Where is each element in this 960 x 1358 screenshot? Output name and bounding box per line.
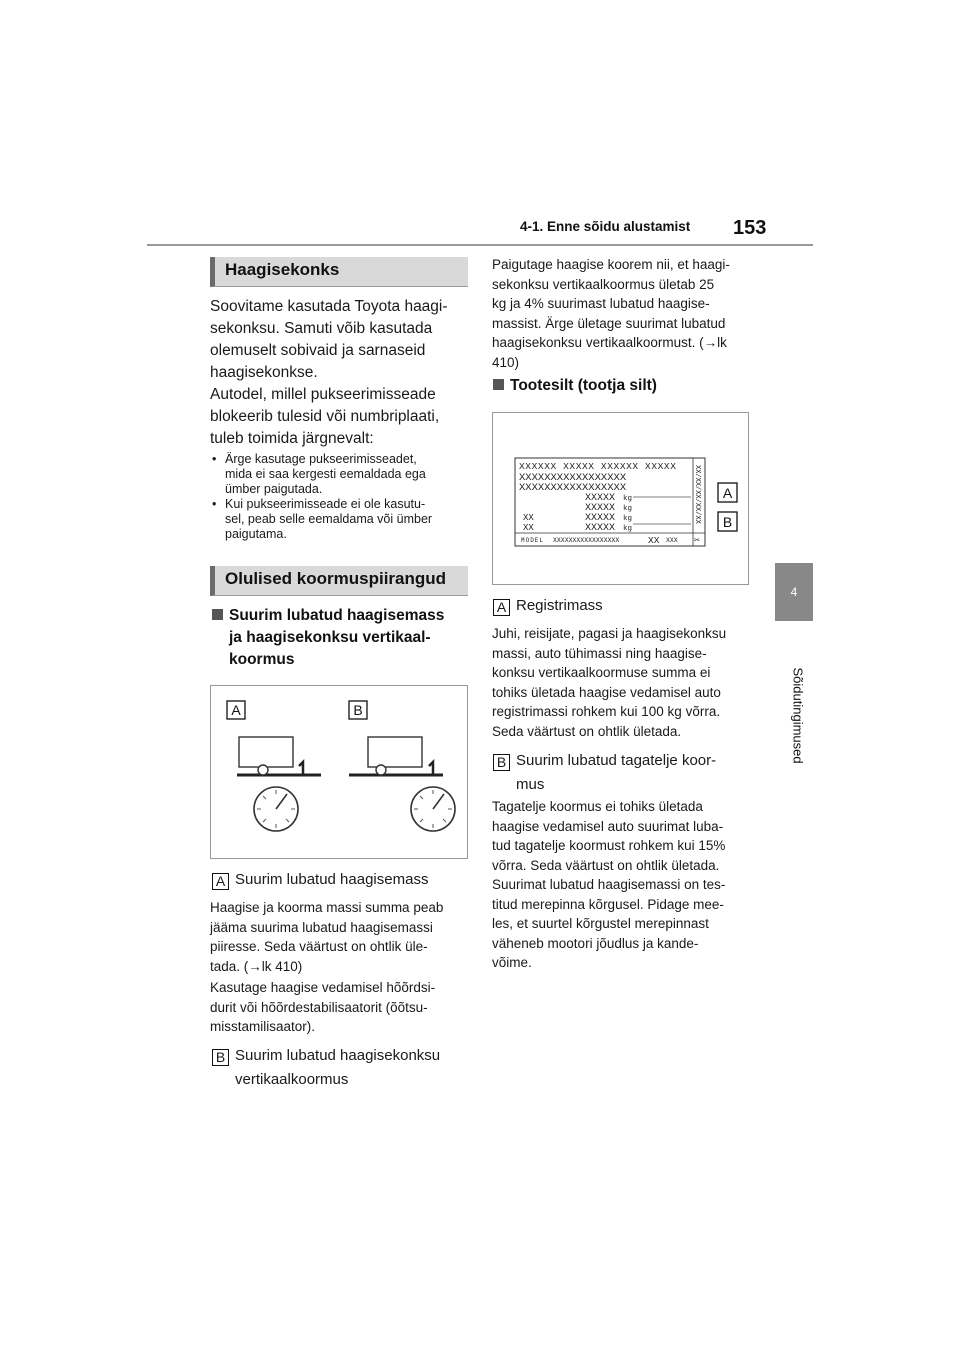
figure-label-a: A (231, 702, 241, 718)
header-rule (147, 244, 813, 246)
kg-value: XXXXX (585, 513, 616, 524)
item-registrimass-title (493, 595, 758, 617)
page-number: 153 (733, 217, 767, 239)
kg-value: XXXXX (585, 493, 616, 504)
chapter-title: 4-1. Enne sõidu alustamist (520, 219, 691, 234)
figure-label-b: B (353, 702, 363, 718)
kg-unit: kg (623, 495, 633, 503)
text-line: ja haagisekonksu vertikaal- (229, 629, 431, 646)
text-line: haagisekonkse. (210, 364, 318, 381)
trailer-body-icon (368, 737, 422, 767)
hitch-load-paragraph (492, 255, 757, 372)
square-bullet-icon (212, 609, 223, 620)
model-label: MODEL (521, 537, 545, 544)
figure-trailer-scales (210, 685, 468, 859)
hitch-arrow-icon (429, 762, 433, 774)
item-rear-axle-title (493, 749, 758, 797)
trailer-wheel-icon (376, 765, 386, 775)
text-line: Haagise ja koorma massi summa peab (210, 900, 444, 915)
rear-axle-paragraph (492, 797, 760, 973)
text-line: konksu vertikaalkoormuse summa ei (492, 665, 711, 680)
subheading-product-label (493, 375, 758, 397)
text-line: les, et suurtel kõrgustel merepinnast (492, 916, 709, 931)
text-line: blokeerib tulesid või numbriplaati, (210, 408, 440, 425)
callout-a: A (722, 485, 733, 501)
registrimass-paragraph (492, 624, 760, 741)
text-line: massi, auto tühimassi ning haagise- (492, 645, 707, 661)
text-line: tohiks ületada haagise vedamisel auto (492, 684, 721, 700)
label-row-1: XXXXXX XXXXX XXXXXX XXXXX (519, 461, 677, 472)
section-title-text: Haagisekonks (225, 260, 340, 279)
bullet-item (212, 497, 472, 542)
text-line: jääma suurima lubatud haagisemassi (210, 919, 433, 935)
text-line: mida ei saa kergesti eemaldada ega (225, 467, 426, 481)
text-line: • Kui pukseerimisseade ei ole kasutu- (225, 497, 426, 511)
text-line: Suurim lubatud tagatelje koor- (516, 752, 717, 769)
text-line: Suurim lubatud haagisemass (235, 871, 429, 888)
kg-unit: kg (623, 505, 633, 513)
intro-paragraph (210, 296, 470, 450)
item-a-title (212, 869, 472, 891)
text-line: tuleb toimida järgnevalt: (210, 430, 374, 447)
text-line: Tagatelje koormus ei tohiks ületada (492, 799, 703, 814)
text-line: sel, peab selle eemaldama või ümber (225, 512, 433, 526)
item-a-paragraph-1 (210, 898, 472, 976)
text-line: tud tagatelje koormust rohkem kui 15% (492, 838, 726, 853)
bullet-list (212, 452, 472, 542)
kg-unit: kg (623, 515, 633, 523)
text-line: Suurimat lubatud haagisemassi on tes- (492, 877, 726, 892)
kg-value: XXXXX (585, 523, 616, 534)
square-bullet-icon (493, 379, 504, 390)
item-b-title (212, 1044, 474, 1092)
text-line: väheneb mootori jõudlus ja kande- (492, 935, 699, 951)
xx-marker: XX (523, 513, 534, 523)
trailer-body-icon (239, 737, 293, 767)
trailer-scales-illustration (211, 686, 467, 858)
callout-b: B (722, 514, 733, 530)
text-line: võime. (492, 955, 532, 970)
text-line: kg ja 4% suurimast lubatud haagise- (492, 296, 710, 311)
text-line: haagise vedamisel auto suurimat luba- (492, 818, 724, 834)
bullet-item (212, 452, 472, 497)
text-line: Registrimass (516, 597, 603, 614)
chapter-side-label: Sõidutingimused (790, 667, 806, 764)
text-line: Autodel, millel pukseerimisseade (210, 386, 436, 403)
hitch-arrow-icon (299, 762, 303, 774)
text-line: tada. (→lk 410) (210, 958, 303, 974)
label-row-2: XXXXXXXXXXXXXXXXX (519, 472, 627, 484)
text-line: Kasutage haagise vedamisel hõõrdsi- (210, 980, 436, 995)
text-line: paigutama. (225, 527, 287, 541)
model-xx: XX (648, 535, 660, 546)
model-xxx: XXX (666, 537, 678, 544)
text-line: vertikaalkoormus (235, 1071, 349, 1088)
text-line: misstamilisaator). (210, 1019, 316, 1034)
text-line: mus (516, 776, 545, 793)
text-line: koormus (229, 651, 295, 668)
text-line: Seda väärtust on ohtlik ületada. (492, 723, 682, 739)
section-title-load-limits (210, 566, 468, 596)
text-line: Soovitame kasutada Toyota haagi- (210, 298, 448, 315)
chapter-tab-number: 4 (790, 585, 798, 599)
chapter-tab (775, 563, 813, 621)
text-line: Tootesilt (tootja silt) (510, 377, 657, 394)
item-a-paragraph-2 (210, 978, 472, 1037)
section-title-text: Olulised koormuspiirangud (225, 569, 447, 588)
kg-unit: kg (623, 525, 633, 533)
figure-product-label (492, 412, 749, 585)
subheading-max-trailer-mass (212, 605, 472, 671)
text-line: sekonksu vertikaalkoormus ületab 25 (492, 276, 715, 292)
text-line: haagisekonksu vertikaalkoormust. (→lk (492, 335, 727, 350)
text-line: titud merepinna kõrgusel. Pidage mee- (492, 896, 724, 912)
text-line: durit või hõõrdestabilisaatorit (õõtsu- (210, 999, 428, 1015)
letter-box-a: A (212, 873, 229, 890)
letter-box-b: B (493, 754, 510, 771)
text-line: olemuselt sobivaid ja sarnaseid (210, 342, 426, 359)
text-line: 410) (492, 354, 520, 370)
label-row-3: XXXXXXXXXXXXXXXXX (519, 482, 627, 494)
text-line: Paigutage haagise koorem nii, et haagi- (492, 257, 730, 272)
text-line: • Ärge kasutage pukseerimisseadet, (225, 452, 417, 466)
letter-box-b: B (212, 1049, 229, 1066)
text-line: piiresse. Seda väärtust on ohtlik üle- (210, 939, 428, 954)
product-label-illustration (493, 413, 748, 584)
xx-marker: XX (523, 523, 534, 533)
text-line: registrimassi rohkem kui 100 kg võrra. (492, 704, 721, 719)
scissors-icon: ✂ (694, 536, 701, 547)
text-line: Suurim lubatud haagisemass (229, 607, 445, 624)
text-line: Suurim lubatud haagisekonksu (235, 1047, 441, 1064)
text-line: ümber paigutada. (225, 482, 323, 496)
letter-box-a: A (493, 599, 510, 616)
model-value: XXXXXXXXXXXXXXXXX (553, 537, 620, 544)
text-line: Juhi, reisijate, pagasi ja haagisekonksu (492, 626, 727, 641)
text-line: sekonksu. Samuti võib kasutada (210, 320, 433, 337)
section-title-trailer-hitch (210, 257, 468, 287)
text-line: võrra. Seda väärtust on ohtlik ületada. (492, 857, 720, 873)
side-code: XX/XX/XX/XX/XX (693, 465, 701, 524)
text-line: massist. Ärge ületage suurimat lubatud (492, 315, 726, 331)
trailer-wheel-icon (258, 765, 268, 775)
kg-value: XXXXX (585, 503, 616, 514)
